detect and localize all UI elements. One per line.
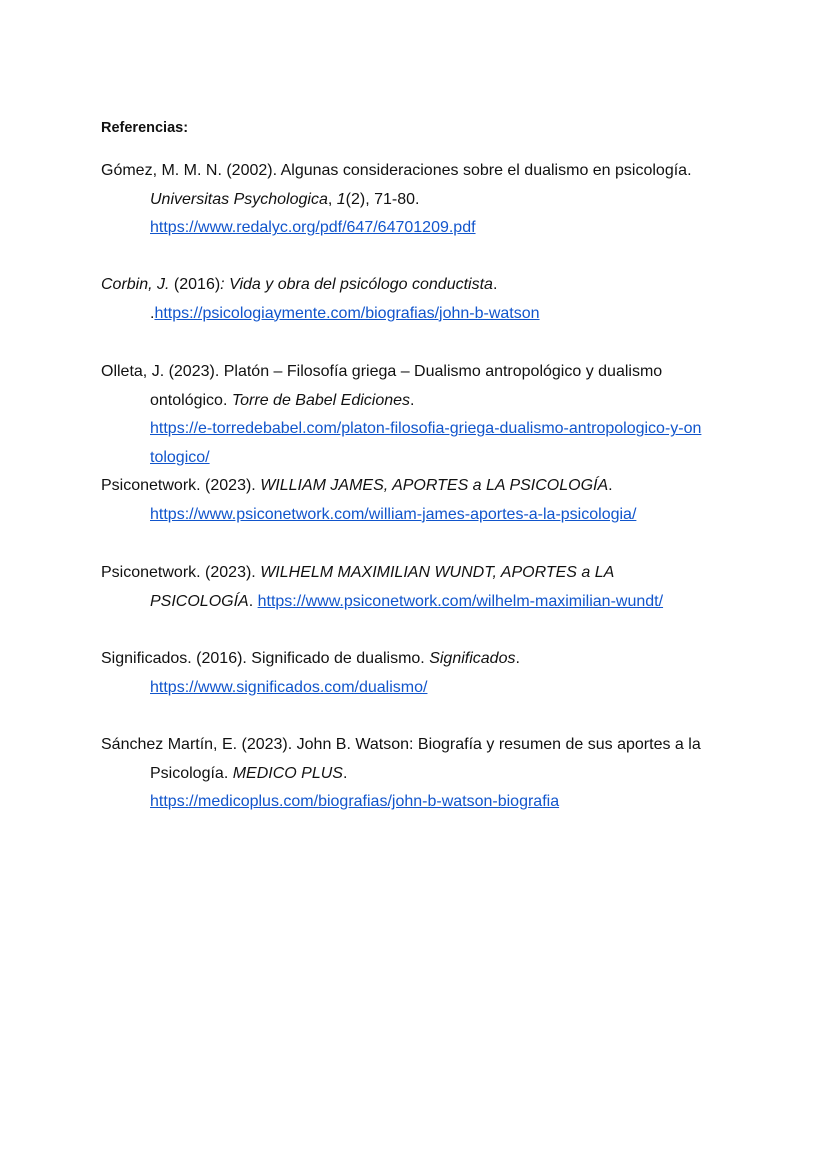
- year: (2016): [169, 276, 221, 293]
- site-name: MEDICO PLUS: [232, 764, 343, 782]
- reference-link[interactable]: https://www.psiconetwork.com/wilhelm-maximilian-wundt/: [257, 592, 664, 610]
- reference-link[interactable]: https://e-torredebabel.com/platon-filosofia-griega-dualismo-antropologico-y-on: [150, 420, 702, 438]
- reference-psiconetwork-james: [101, 472, 741, 529]
- ref-text: Sánchez Martín, E. (2023). John B. Watson: Biografía y resumen de sus aportes a la: [101, 736, 701, 753]
- reference-olleta: [101, 358, 741, 473]
- punct: .: [515, 650, 520, 667]
- author: Psiconetwork. (2023).: [101, 564, 261, 581]
- punct: .: [342, 764, 348, 782]
- volume: 1: [336, 190, 346, 208]
- reference-link[interactable]: https://medicoplus.com/biografias/john-b-watson-biografia: [150, 793, 560, 811]
- author: Corbin, J.: [101, 276, 170, 293]
- author: Significados. (2016). Significado de dualismo.: [101, 650, 430, 667]
- reference-psiconetwork-wundt: [101, 559, 741, 616]
- journal-name: Universitas Psychologica: [150, 190, 328, 208]
- ref-text: [101, 271, 741, 300]
- punct: .: [608, 477, 613, 494]
- title: WILLIAM JAMES, APORTES a LA PSICOLOGÍA: [260, 477, 609, 494]
- ref-source: [101, 387, 741, 416]
- ref-text: Olleta, J. (2023). Platón – Filosofía griega – Dualismo antropológico y dualismo: [101, 363, 663, 380]
- ref-text: Gómez, M. M. N. (2002). Algunas consideraciones sobre el dualismo en psicología.: [101, 162, 692, 179]
- references-heading: Referencias:: [101, 120, 189, 136]
- reference-gomez: [101, 157, 741, 243]
- author: Psiconetwork. (2023).: [101, 477, 261, 494]
- ref-text: [101, 645, 741, 674]
- reference-link[interactable]: https://www.redalyc.org/pdf/647/64701209.pdf: [150, 219, 476, 237]
- reference-link-cont[interactable]: tologico/: [150, 449, 210, 467]
- title-cont: PSICOLOGÍA: [150, 592, 249, 610]
- punct: .: [248, 592, 258, 610]
- ref-text: [101, 472, 741, 501]
- ref-source: [101, 760, 741, 789]
- reference-link[interactable]: https://psicologiaymente.com/biografias/john-b-watson: [154, 304, 540, 322]
- reference-sanchez: [101, 731, 741, 817]
- publisher: Torre de Babel Ediciones: [231, 391, 411, 409]
- ref-text: [101, 559, 741, 588]
- site-name: Significados: [429, 650, 516, 667]
- issue-pages: (2), 71-80.: [345, 190, 420, 208]
- title: WILHELM MAXIMILIAN WUNDT, APORTES a LA: [260, 564, 615, 581]
- ref-source: [101, 186, 741, 215]
- reference-corbin: [101, 271, 741, 328]
- title-cont: Psicología.: [150, 764, 233, 782]
- ref-source: [101, 588, 741, 617]
- reference-link[interactable]: https://www.significados.com/dualismo/: [150, 678, 428, 696]
- reference-significados: [101, 645, 741, 702]
- title-cont: ontológico.: [150, 391, 232, 409]
- punct: .: [150, 304, 155, 322]
- separator: ,: [327, 190, 337, 208]
- punct: .: [410, 391, 415, 409]
- reference-link[interactable]: https://www.psiconetwork.com/william-james-aportes-a-la-psicologia/: [150, 505, 637, 523]
- title: : Vida y obra del psicólogo conductista: [220, 276, 493, 293]
- punct: .: [492, 276, 498, 293]
